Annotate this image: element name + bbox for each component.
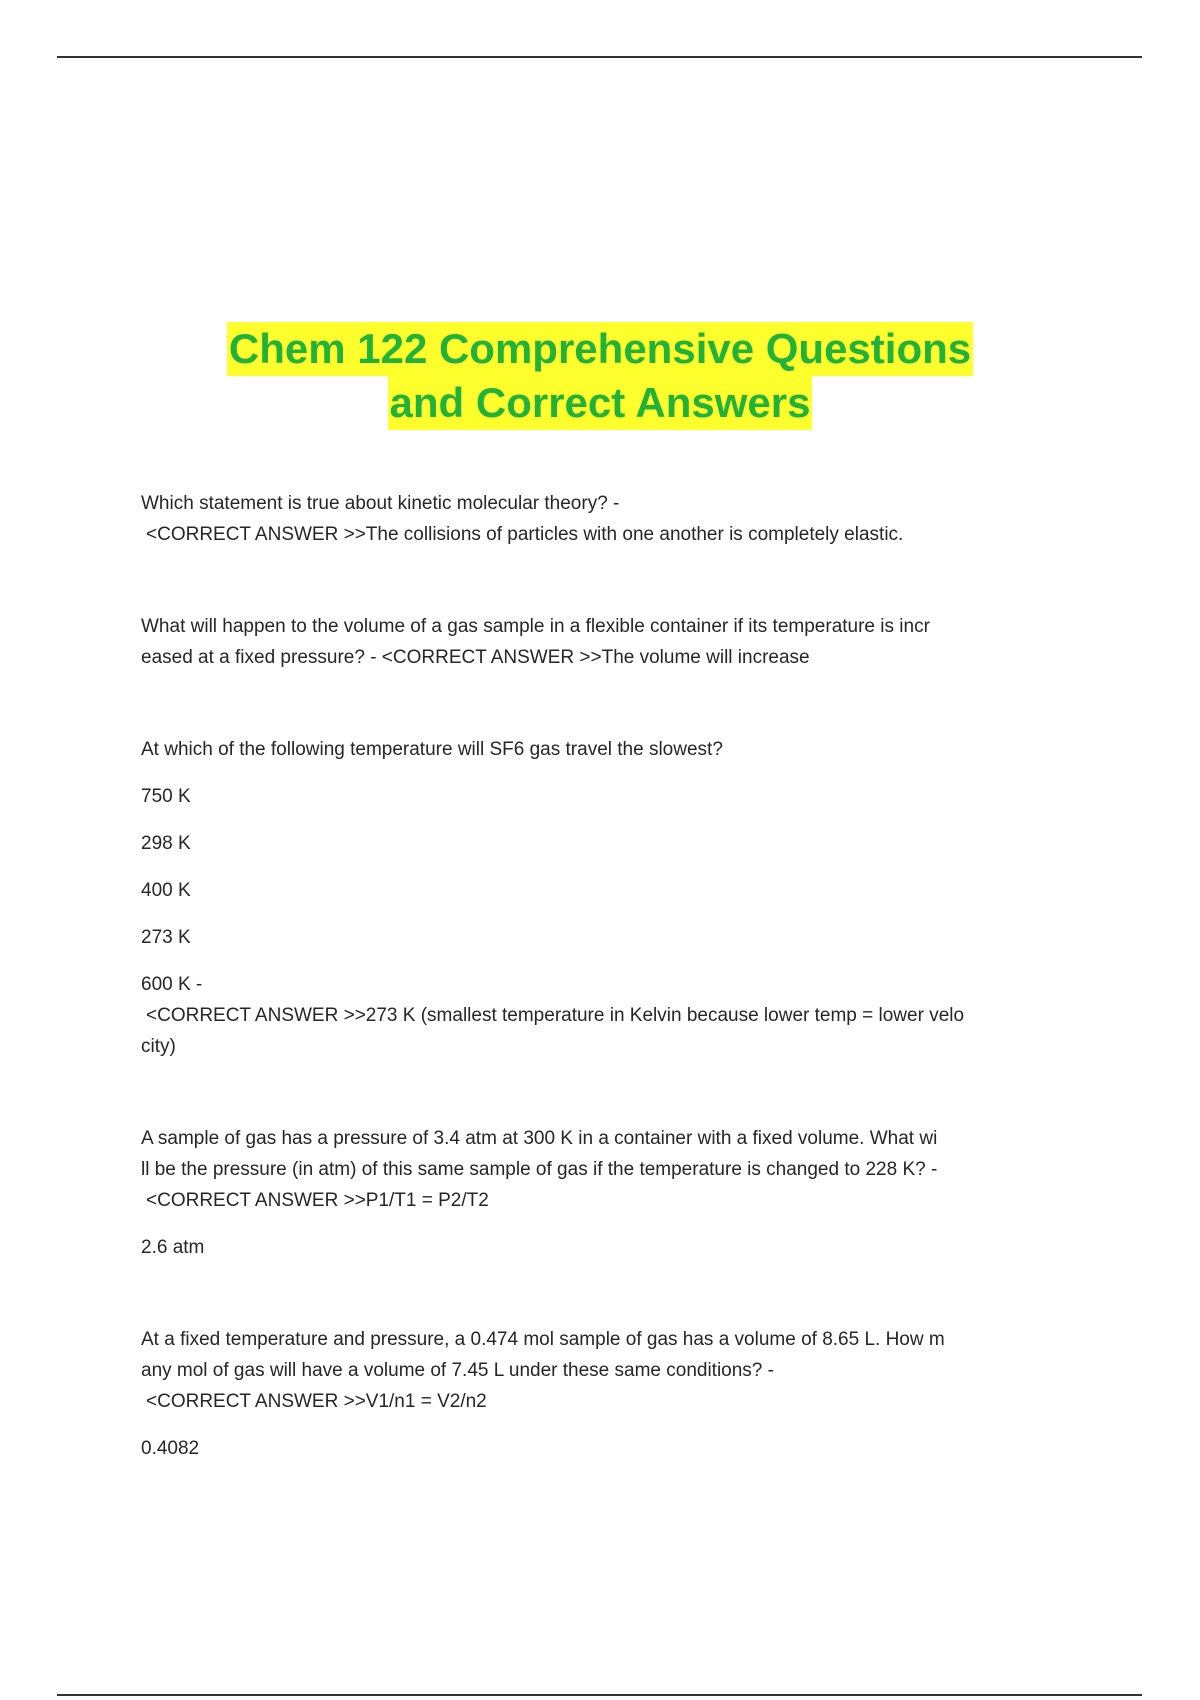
option-600k: 600 K -	[141, 974, 203, 995]
answer-text-line-1: <CORRECT ANSWER >>273 K (smallest temperature in Kelvin because lower temp = lower velo	[146, 1005, 965, 1026]
option-750k: 750 K	[141, 786, 191, 807]
option-273k: 273 K	[141, 927, 191, 948]
question-text: Which statement is true about kinetic molecular theory? -	[141, 493, 620, 514]
qa-item-3	[141, 734, 1061, 1062]
question-text-line-2: eased at a fixed pressure? - <CORRECT ANSWER >>The volume will increase	[141, 647, 810, 668]
title-line-2: and Correct Answers	[388, 376, 813, 430]
qa-item-5	[141, 1324, 1061, 1464]
top-rule	[57, 56, 1142, 58]
answer-text-line-2: city)	[141, 1036, 176, 1057]
qa-content	[141, 488, 1061, 1464]
qa-item-4	[141, 1123, 1061, 1263]
question-text-line-2: ll be the pressure (in atm) of this same sample of gas if the temperature is changed to 228 K? -	[141, 1159, 938, 1180]
question-text-line-1: At a fixed temperature and pressure, a 0.474 mol sample of gas has a volume of 8.65 L. How m	[141, 1329, 945, 1350]
answer-text: <CORRECT ANSWER >>The collisions of particles with one another is completely elastic.	[146, 524, 904, 545]
title-line-1: Chem 122 Comprehensive Questions	[227, 322, 973, 376]
question-text: At which of the following temperature will SF6 gas travel the slowest?	[141, 739, 723, 760]
option-400k: 400 K	[141, 880, 191, 901]
result-text: 2.6 atm	[141, 1237, 205, 1258]
answer-text: <CORRECT ANSWER >>V1/n1 = V2/n2	[146, 1391, 487, 1412]
answer-text: <CORRECT ANSWER >>P1/T1 = P2/T2	[146, 1190, 489, 1211]
question-text-line-1: A sample of gas has a pressure of 3.4 atm at 300 K in a container with a fixed volume. What wi	[141, 1128, 938, 1149]
option-298k: 298 K	[141, 833, 191, 854]
question-text-line-1: What will happen to the volume of a gas sample in a flexible container if its temperature is incr	[141, 616, 930, 637]
result-text: 0.4082	[141, 1438, 200, 1459]
question-text-line-2: any mol of gas will have a volume of 7.45 L under these same conditions? -	[141, 1360, 774, 1381]
bottom-rule	[57, 1694, 1142, 1696]
qa-item-1	[141, 488, 1061, 550]
document-title	[100, 322, 1100, 430]
qa-item-2	[141, 611, 1061, 673]
